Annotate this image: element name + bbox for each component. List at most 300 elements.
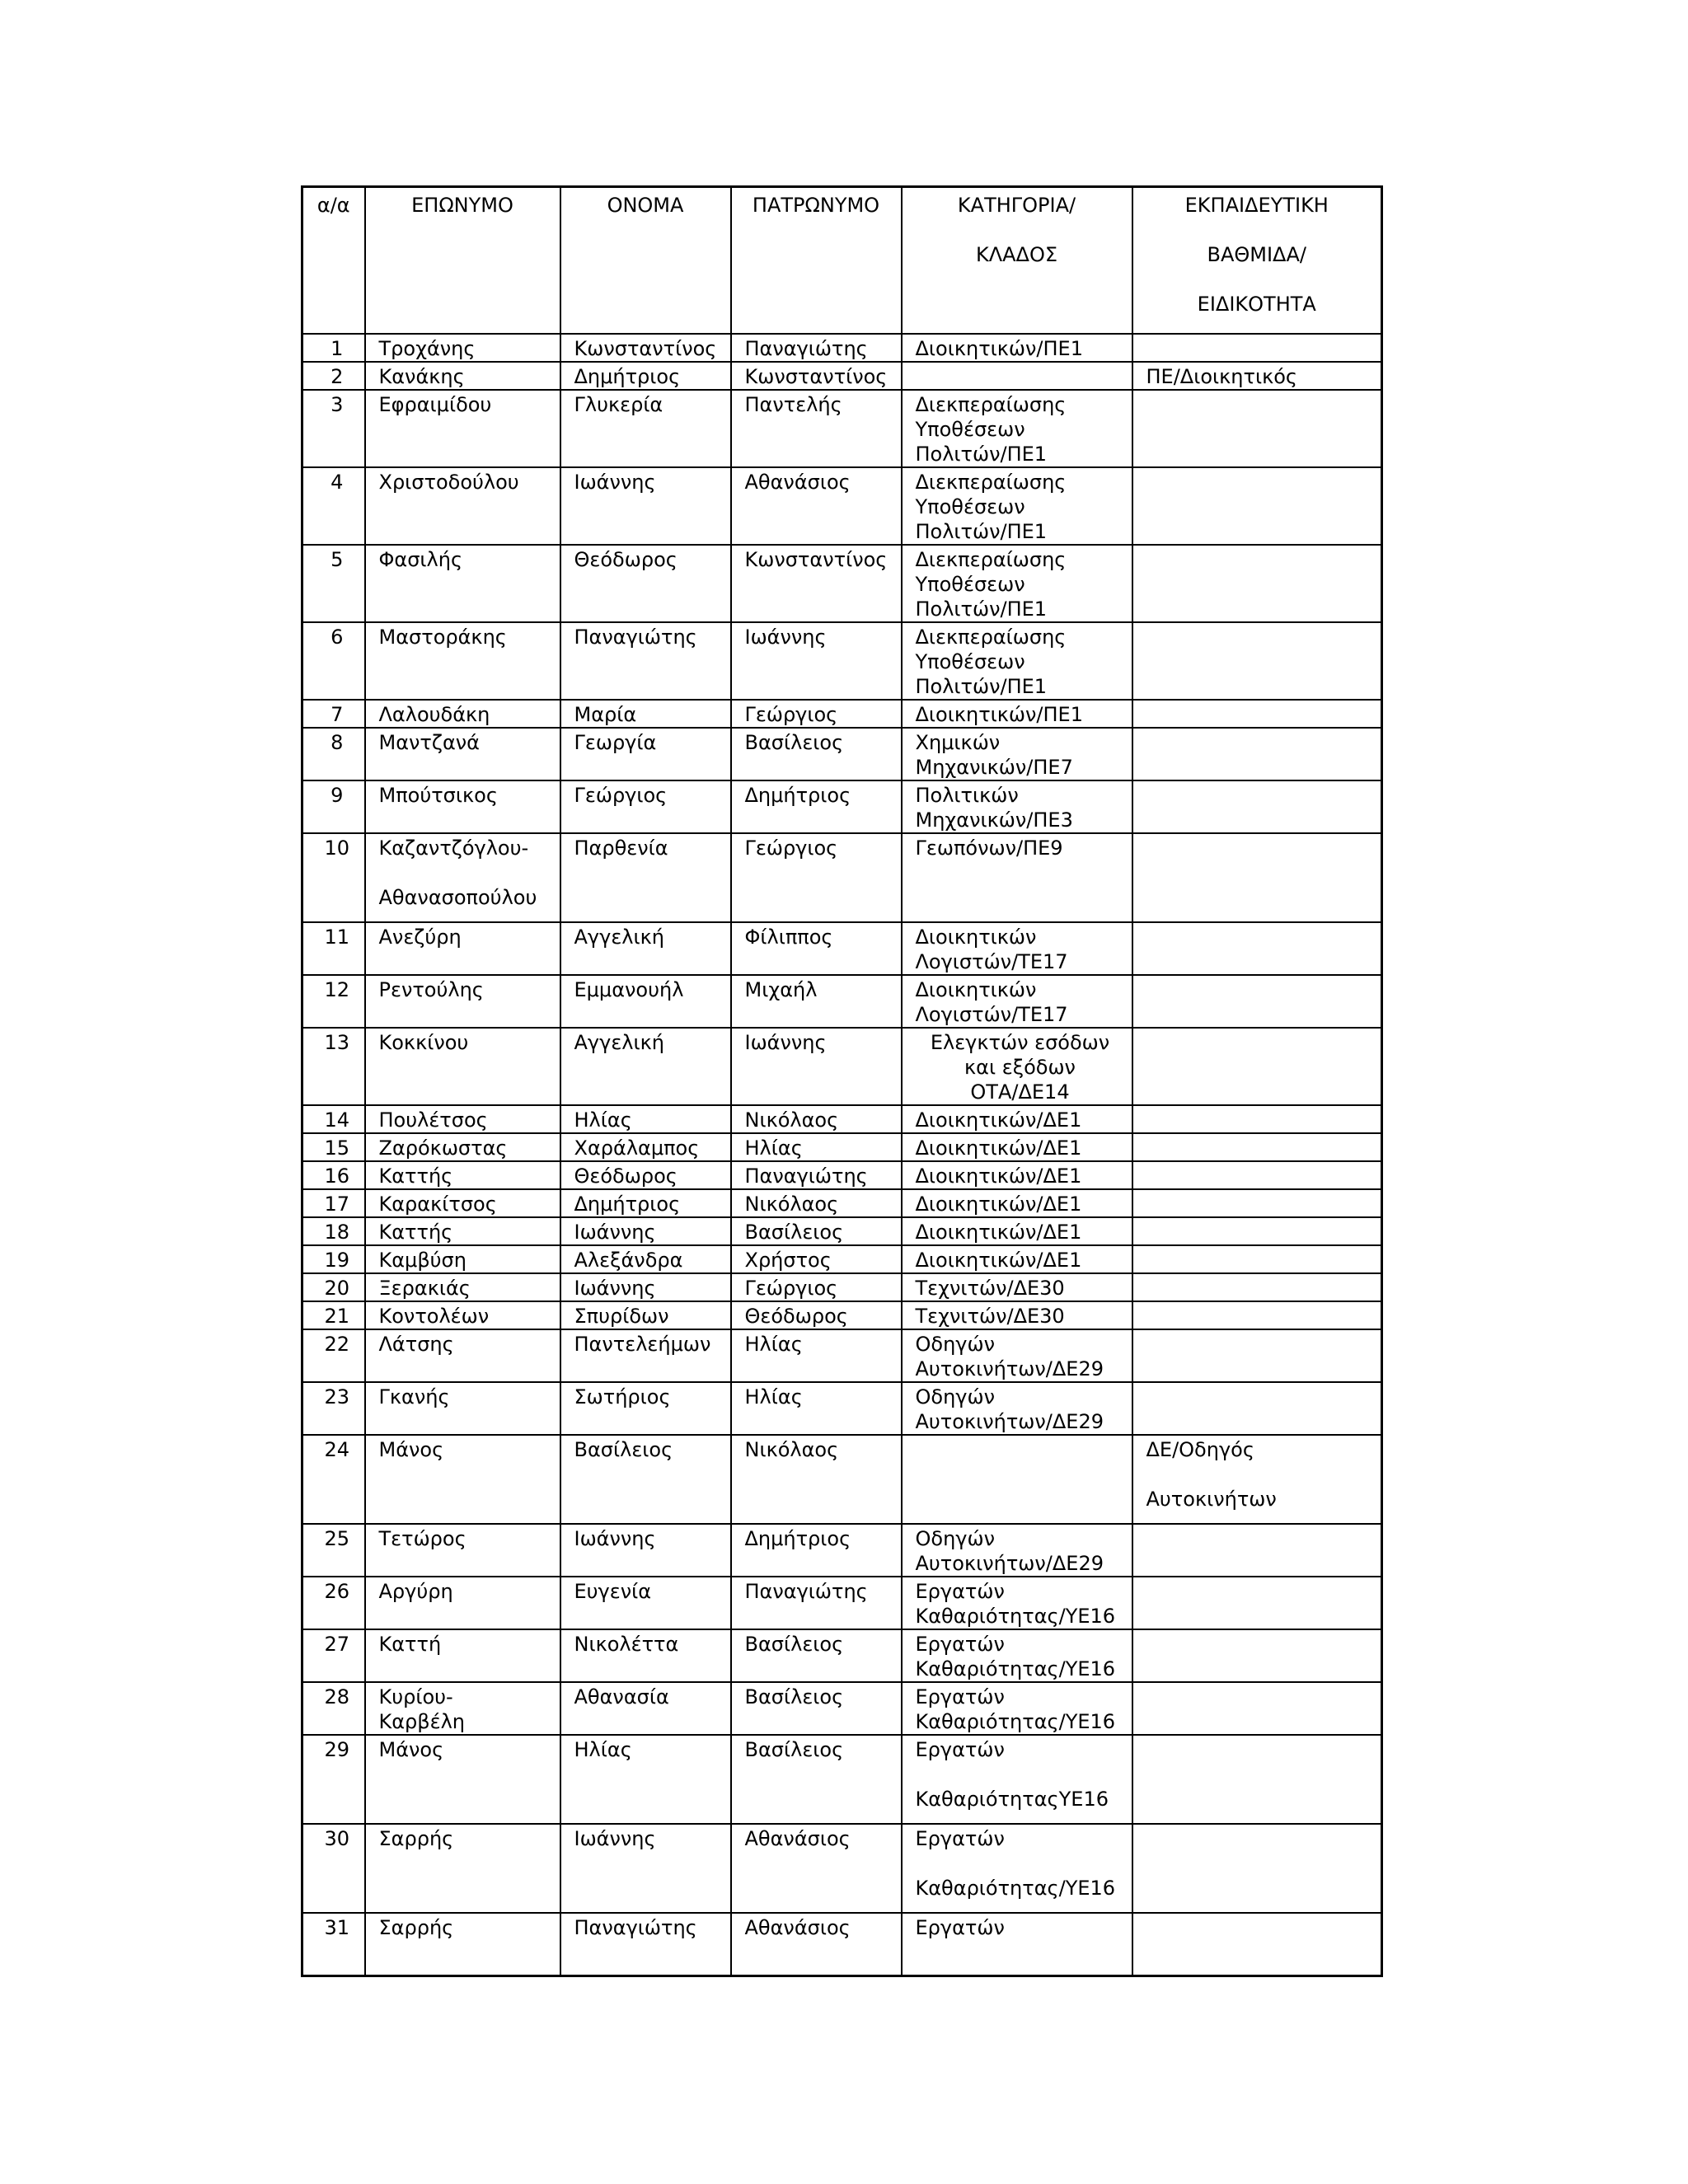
header-category — [902, 187, 1132, 335]
category-cell — [902, 1382, 1132, 1435]
surname-cell-text: Μπούτσικος — [378, 784, 498, 807]
table-row — [302, 1435, 1382, 1524]
surname-cell — [365, 334, 560, 362]
name-cell — [560, 1524, 731, 1577]
name-cell — [560, 1735, 731, 1824]
patronymic-cell — [731, 1245, 902, 1273]
category-cell-text: Αυτοκινήτων/ΔΕ29 — [915, 1410, 1104, 1433]
education-cell — [1132, 1161, 1382, 1189]
patronymic-cell-text: Βασίλειος — [744, 1685, 844, 1708]
category-cell-text: ΟΤΑ/ΔΕ14 — [970, 1080, 1070, 1104]
education-cell — [1132, 1824, 1382, 1913]
name-cell-text: Βασίλειος — [574, 1438, 673, 1461]
surname-cell — [365, 728, 560, 780]
row-number — [302, 467, 365, 545]
row-number-text: 8 — [331, 731, 344, 754]
row-number-text: 26 — [324, 1580, 350, 1603]
header-surname — [365, 187, 560, 335]
surname-cell — [365, 467, 560, 545]
row-number-text: 19 — [324, 1249, 350, 1272]
surname-cell-text: Σαρρής — [378, 1827, 454, 1850]
category-cell — [902, 780, 1132, 833]
table-row — [302, 1028, 1382, 1105]
category-cell — [902, 1133, 1132, 1161]
row-number — [302, 1329, 365, 1382]
education-cell — [1132, 1382, 1382, 1435]
patronymic-cell-text: Θεόδωρος — [744, 1305, 848, 1328]
category-cell-text: Πολιτών/ΠΕ1 — [915, 675, 1048, 698]
name-cell — [560, 545, 731, 622]
header-surname-text: ΕΠΩΝΥΜΟ — [411, 194, 513, 217]
row-number-text: 3 — [331, 393, 344, 416]
name-cell-text: Ηλίας — [574, 1108, 632, 1132]
patronymic-cell-text: Γεώργιος — [744, 703, 838, 726]
category-cell — [902, 1913, 1132, 1975]
surname-cell-text: Φασιλής — [378, 548, 463, 571]
row-number — [302, 334, 365, 362]
row-number-text: 28 — [324, 1685, 350, 1708]
education-cell — [1132, 1245, 1382, 1273]
category-cell-text: Καθαριότητας/ΥΕ16 — [915, 1605, 1116, 1628]
row-number-text: 31 — [324, 1916, 350, 1939]
row-number-text: 22 — [324, 1333, 350, 1356]
name-cell-text: Αλεξάνδρα — [574, 1249, 683, 1272]
surname-cell-text: Καττή — [378, 1633, 442, 1656]
surname-cell — [365, 1824, 560, 1913]
category-cell-text: Εργατών — [915, 1916, 1005, 1939]
row-number-text: 12 — [324, 978, 350, 1001]
header-name-text: ΟΝΟΜΑ — [607, 194, 684, 217]
patronymic-cell — [731, 1189, 902, 1217]
row-number-text: 29 — [324, 1738, 350, 1761]
category-cell — [902, 467, 1132, 545]
education-cell — [1132, 1028, 1382, 1105]
education-cell-text: ΠΕ/Διοικητικός — [1146, 365, 1297, 388]
category-cell — [902, 728, 1132, 780]
surname-cell-text: Καζαντζόγλου- — [378, 837, 529, 860]
education-cell — [1132, 700, 1382, 728]
category-cell — [902, 390, 1132, 467]
category-cell-text: Χημικών — [915, 731, 1001, 754]
name-cell — [560, 922, 731, 975]
category-cell — [902, 922, 1132, 975]
patronymic-cell — [731, 922, 902, 975]
row-number — [302, 1435, 365, 1524]
education-cell — [1132, 390, 1382, 467]
row-number-text: 24 — [324, 1438, 350, 1461]
table-row — [302, 1329, 1382, 1382]
category-cell-text: Διοικητικών/ΔΕ1 — [915, 1165, 1082, 1188]
surname-cell — [365, 1735, 560, 1824]
patronymic-cell — [731, 545, 902, 622]
education-cell — [1132, 1735, 1382, 1824]
row-number — [302, 1913, 365, 1975]
table-row — [302, 1524, 1382, 1577]
surname-cell-text: Αργύρη — [378, 1580, 453, 1603]
row-number-text: 21 — [324, 1305, 350, 1328]
name-cell — [560, 780, 731, 833]
table-row — [302, 700, 1382, 728]
surname-cell — [365, 622, 560, 700]
category-cell-text: Αυτοκινήτων/ΔΕ29 — [915, 1357, 1104, 1380]
name-cell-text: Παρθενία — [574, 837, 668, 860]
category-cell-text: Πολιτών/ΠΕ1 — [915, 443, 1048, 466]
category-cell — [902, 1735, 1132, 1824]
name-cell-text: Ιωάννης — [574, 1277, 656, 1300]
education-cell — [1132, 1524, 1382, 1577]
name-cell — [560, 362, 731, 390]
name-cell — [560, 1435, 731, 1524]
table-row — [302, 1735, 1382, 1824]
patronymic-cell — [731, 1301, 902, 1329]
table-row — [302, 622, 1382, 700]
header-name — [560, 187, 731, 335]
surname-cell — [365, 1913, 560, 1975]
header-aa-text: α/α — [316, 194, 350, 217]
surname-cell-text: Ζαρόκωστας — [378, 1137, 508, 1160]
table-row — [302, 1161, 1382, 1189]
surname-cell-text: Καττής — [378, 1221, 453, 1244]
row-number — [302, 833, 365, 922]
education-cell — [1132, 1329, 1382, 1382]
table-row — [302, 1133, 1382, 1161]
category-cell-text: Διεκπεραίωσης — [915, 548, 1067, 571]
surname-cell-text: Μαστοράκης — [378, 626, 507, 649]
table-row — [302, 1382, 1382, 1435]
category-cell-text: Διεκπεραίωσης — [915, 393, 1067, 416]
patronymic-cell — [731, 622, 902, 700]
patronymic-cell — [731, 1105, 902, 1133]
name-cell-text: Κωνσταντίνος — [574, 337, 717, 360]
name-cell — [560, 1682, 731, 1735]
row-number-text: 1 — [331, 337, 344, 360]
category-cell-text: Διοικητικών/ΔΕ1 — [915, 1108, 1082, 1132]
patronymic-cell — [731, 1133, 902, 1161]
table-row — [302, 975, 1382, 1028]
row-number-text: 6 — [331, 626, 344, 649]
category-cell-text: Ελεγκτών εσόδων — [930, 1031, 1110, 1054]
surname-cell — [365, 545, 560, 622]
header-education-text: ΒΑΘΜΙΔΑ/ — [1207, 243, 1306, 266]
surname-cell — [365, 1577, 560, 1629]
category-cell-text: Εργατών — [915, 1685, 1005, 1708]
name-cell — [560, 390, 731, 467]
patronymic-cell-text: Κωνσταντίνος — [744, 548, 888, 571]
patronymic-cell-text: Ιωάννης — [744, 1031, 827, 1054]
patronymic-cell — [731, 334, 902, 362]
education-cell — [1132, 1133, 1382, 1161]
patronymic-cell-text: Βασίλειος — [744, 731, 844, 754]
name-cell — [560, 1273, 731, 1301]
table-row — [302, 922, 1382, 975]
category-cell — [902, 1105, 1132, 1133]
table-row — [302, 1913, 1382, 1975]
row-number — [302, 1028, 365, 1105]
surname-cell — [365, 1301, 560, 1329]
category-cell-text: Υποθέσεων — [915, 650, 1025, 673]
patronymic-cell — [731, 1273, 902, 1301]
category-cell-text: Μηχανικών/ΠΕ3 — [915, 808, 1073, 832]
name-cell-text: Ιωάννης — [574, 1221, 656, 1244]
patronymic-cell — [731, 1629, 902, 1682]
name-cell — [560, 1245, 731, 1273]
table-row — [302, 467, 1382, 545]
name-cell — [560, 1105, 731, 1133]
surname-cell-text: Χριστοδούλου — [378, 471, 519, 494]
surname-cell — [365, 780, 560, 833]
row-number-text: 14 — [324, 1108, 350, 1132]
surname-cell — [365, 362, 560, 390]
patronymic-cell — [731, 700, 902, 728]
surname-cell — [365, 1273, 560, 1301]
table-row — [302, 1301, 1382, 1329]
patronymic-cell-text: Δημήτριος — [744, 784, 851, 807]
category-cell — [902, 833, 1132, 922]
category-cell-text: ΚαθαριότηταςΥΕ16 — [915, 1788, 1109, 1811]
patronymic-cell — [731, 1329, 902, 1382]
category-cell-text: Υποθέσεων — [915, 418, 1025, 441]
category-cell — [902, 975, 1132, 1028]
category-cell-text: Εργατών — [915, 1738, 1005, 1761]
name-cell — [560, 700, 731, 728]
surname-cell-text: Καττής — [378, 1165, 453, 1188]
table-row — [302, 1105, 1382, 1133]
surname-cell-text: Κανάκης — [378, 365, 465, 388]
name-cell-text: Εμμανουήλ — [574, 978, 684, 1001]
row-number — [302, 622, 365, 700]
name-cell — [560, 975, 731, 1028]
patronymic-cell-text: Παναγιώτης — [744, 1165, 868, 1188]
patronymic-cell — [731, 1435, 902, 1524]
surname-cell-text: Μάνος — [378, 1438, 444, 1461]
table-row — [302, 545, 1382, 622]
name-cell-text: Αγγελική — [574, 926, 664, 949]
table-row — [302, 1577, 1382, 1629]
surname-cell — [365, 1629, 560, 1682]
education-cell — [1132, 728, 1382, 780]
header-education-text: ΕΚΠΑΙΔΕΥΤΙΚΗ — [1184, 194, 1329, 217]
category-cell — [902, 622, 1132, 700]
patronymic-cell — [731, 1382, 902, 1435]
table-row — [302, 362, 1382, 390]
row-number — [302, 700, 365, 728]
patronymic-cell-text: Χρήστος — [744, 1249, 832, 1272]
surname-cell — [365, 922, 560, 975]
surname-cell — [365, 1382, 560, 1435]
category-cell — [902, 1301, 1132, 1329]
education-cell — [1132, 334, 1382, 362]
table-row — [302, 1682, 1382, 1735]
row-number-text: 9 — [331, 784, 344, 807]
row-number-text: 7 — [331, 703, 344, 726]
name-cell — [560, 1577, 731, 1629]
patronymic-cell-text: Παναγιώτης — [744, 1580, 868, 1603]
patronymic-cell — [731, 1824, 902, 1913]
education-cell — [1132, 1682, 1382, 1735]
education-cell-text: Αυτοκινήτων — [1146, 1488, 1277, 1511]
table-row — [302, 1824, 1382, 1913]
patronymic-cell-text: Νικόλαος — [744, 1108, 839, 1132]
patronymic-cell-text: Ηλίας — [744, 1137, 803, 1160]
category-cell-text: Πολιτών/ΠΕ1 — [915, 520, 1048, 543]
name-cell-text: Νικολέττα — [574, 1633, 679, 1656]
surname-cell-text: Λαλουδάκη — [378, 703, 490, 726]
category-cell — [902, 1189, 1132, 1217]
name-cell-text: Μαρία — [574, 703, 637, 726]
surname-cell-text: Τετώρος — [378, 1527, 467, 1550]
row-number — [302, 922, 365, 975]
name-cell — [560, 622, 731, 700]
category-cell — [902, 1577, 1132, 1629]
row-number — [302, 780, 365, 833]
surname-cell — [365, 1028, 560, 1105]
surname-cell-text: Αθανασοπούλου — [378, 886, 537, 909]
category-cell-text: Λογιστών/ΤΕ17 — [915, 1003, 1068, 1026]
category-cell — [902, 334, 1132, 362]
row-number — [302, 728, 365, 780]
name-cell-text: Χαράλαμπος — [574, 1137, 700, 1160]
surname-cell — [365, 1435, 560, 1524]
name-cell — [560, 467, 731, 545]
row-number-text: 2 — [331, 365, 344, 388]
row-number-text: 10 — [324, 837, 350, 860]
education-cell — [1132, 622, 1382, 700]
category-cell — [902, 1629, 1132, 1682]
row-number — [302, 362, 365, 390]
category-cell-text: Διοικητικών — [915, 926, 1037, 949]
row-number-text: 18 — [324, 1221, 350, 1244]
patronymic-cell-text: Αθανάσιος — [744, 1827, 851, 1850]
row-number-text: 11 — [324, 926, 350, 949]
education-cell — [1132, 1629, 1382, 1682]
patronymic-cell-text: Ηλίας — [744, 1385, 803, 1408]
surname-cell-text: Καμβύση — [378, 1249, 467, 1272]
category-cell-text: Διοικητικών/ΔΕ1 — [915, 1221, 1082, 1244]
category-cell-text: Οδηγών — [915, 1333, 995, 1356]
row-number — [302, 545, 365, 622]
row-number-text: 16 — [324, 1165, 350, 1188]
name-cell-text: Δημήτριος — [574, 1193, 681, 1216]
patronymic-cell — [731, 1913, 902, 1975]
category-cell-text: Εργατών — [915, 1827, 1005, 1850]
category-cell — [902, 1273, 1132, 1301]
header-aa — [302, 187, 365, 335]
name-cell-text: Θεόδωρος — [574, 548, 678, 571]
surname-cell-text: Σαρρής — [378, 1916, 454, 1939]
category-cell-text: και εξόδων — [964, 1056, 1076, 1079]
name-cell — [560, 1161, 731, 1189]
patronymic-cell — [731, 975, 902, 1028]
name-cell-text: Ηλίας — [574, 1738, 632, 1761]
name-cell-text: Αγγελική — [574, 1031, 664, 1054]
name-cell-text: Σωτήριος — [574, 1385, 671, 1408]
name-cell-text: Ιωάννης — [574, 471, 656, 494]
category-cell — [902, 1028, 1132, 1105]
surname-cell-text: Κοκκίνου — [378, 1031, 469, 1054]
category-cell — [902, 1161, 1132, 1189]
row-number — [302, 1824, 365, 1913]
patronymic-cell — [731, 1524, 902, 1577]
patronymic-cell-text: Φίλιππος — [744, 926, 833, 949]
category-cell-text: Τεχνιτών/ΔΕ30 — [915, 1277, 1065, 1300]
surname-cell-text: Μάνος — [378, 1738, 444, 1761]
name-cell — [560, 1824, 731, 1913]
row-number — [302, 1133, 365, 1161]
name-cell — [560, 334, 731, 362]
table-row — [302, 728, 1382, 780]
table-row — [302, 1189, 1382, 1217]
surname-cell-text: Ρεντούλης — [378, 978, 484, 1001]
table-row — [302, 390, 1382, 467]
education-cell — [1132, 1301, 1382, 1329]
row-number — [302, 1629, 365, 1682]
row-number-text: 27 — [324, 1633, 350, 1656]
category-cell — [902, 1435, 1132, 1524]
name-cell-text: Δημήτριος — [574, 365, 681, 388]
patronymic-cell — [731, 1577, 902, 1629]
patronymic-cell — [731, 780, 902, 833]
category-cell-text: Διοικητικών/ΔΕ1 — [915, 1193, 1082, 1216]
category-cell-text: Πολιτικών — [915, 784, 1019, 807]
category-cell-text: Καθαριότητας/ΥΕ16 — [915, 1657, 1116, 1680]
patronymic-cell — [731, 1161, 902, 1189]
table-row — [302, 833, 1382, 922]
surname-cell-text: Τροχάνης — [378, 337, 476, 360]
patronymic-cell-text: Νικόλαος — [744, 1438, 839, 1461]
category-cell — [902, 1217, 1132, 1245]
category-cell-text: Διεκπεραίωσης — [915, 471, 1067, 494]
category-cell — [902, 1245, 1132, 1273]
education-cell — [1132, 467, 1382, 545]
name-cell-text: Σπυρίδων — [574, 1305, 669, 1328]
name-cell — [560, 1913, 731, 1975]
surname-cell-text: Γκανής — [378, 1385, 450, 1408]
category-cell-text: Λογιστών/ΤΕ17 — [915, 950, 1068, 973]
patronymic-cell-text: Νικόλαος — [744, 1193, 839, 1216]
table-row — [302, 1245, 1382, 1273]
row-number — [302, 390, 365, 467]
surname-cell — [365, 1161, 560, 1189]
surname-cell-text: Ανεζύρη — [378, 926, 462, 949]
header-education — [1132, 187, 1382, 335]
patronymic-cell-text: Βασίλειος — [744, 1738, 844, 1761]
staff-table — [301, 185, 1383, 1977]
table-row — [302, 1217, 1382, 1245]
education-cell — [1132, 545, 1382, 622]
patronymic-cell-text: Βασίλειος — [744, 1633, 844, 1656]
table-row — [302, 1273, 1382, 1301]
patronymic-cell — [731, 1217, 902, 1245]
category-cell-text: Εργατών — [915, 1633, 1005, 1656]
name-cell — [560, 1133, 731, 1161]
patronymic-cell-text: Γεώργιος — [744, 837, 838, 860]
surname-cell-text: Πουλέτσος — [378, 1108, 488, 1132]
row-number — [302, 1301, 365, 1329]
category-cell-text: Γεωπόνων/ΠΕ9 — [915, 837, 1063, 860]
category-cell-text: Οδηγών — [915, 1527, 995, 1550]
name-cell-text: Θεόδωρος — [574, 1165, 678, 1188]
patronymic-cell — [731, 833, 902, 922]
education-cell — [1132, 1913, 1382, 1975]
surname-cell-text: Κυρίου- — [378, 1685, 453, 1708]
surname-cell — [365, 833, 560, 922]
row-number-text: 25 — [324, 1527, 350, 1550]
name-cell — [560, 833, 731, 922]
patronymic-cell-text: Παντελής — [744, 393, 842, 416]
row-number-text: 15 — [324, 1137, 350, 1160]
name-cell-text: Παναγιώτης — [574, 1916, 697, 1939]
table-row — [302, 1629, 1382, 1682]
